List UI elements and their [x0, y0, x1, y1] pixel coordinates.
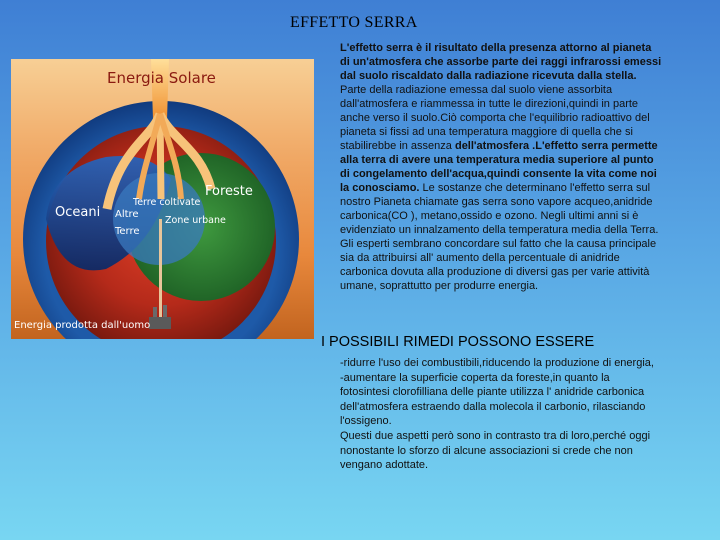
label-oceani: Oceani	[55, 205, 101, 220]
page-title: EFFETTO SERRA	[290, 14, 418, 31]
label-altre: Altre	[115, 209, 139, 220]
rimedi-heading: I POSSIBILI RIMEDI POSSONO ESSERE	[321, 334, 595, 350]
rimedi-item-3: Questi due aspetti però sono in contrasto tra di loro,perché oggi nonostante lo sforzo di alcune associazioni si crede che non vengano adottate.	[340, 429, 651, 472]
flow-to-land	[160, 114, 161, 199]
body-intro-bold: L'effetto serra è il risultato della presenza attorno al pianeta di un'atmosfera che assorbe parte dei raggi infrarossi emessi dal suolo riscaldato dalla radiazione ricevuta dalla stella.	[340, 42, 662, 82]
label-terre-coltivate: Terre coltivate	[133, 197, 201, 208]
rimedi-list	[340, 356, 662, 473]
factory-icon	[149, 317, 171, 329]
greenhouse-diagram-svg	[11, 59, 314, 339]
energy-column	[159, 219, 162, 319]
solar-beam	[151, 59, 169, 119]
rimedi-item-2: -aumentare la superficie coperta da foreste,in quanto la fotosintesi clorofilliana delle piante utilizza l' anidride carbonica dell'atmosfera estraendo dalla molecola il carbonio, rilasciando l'ossigeno.	[340, 371, 646, 428]
greenhouse-diagram	[11, 59, 314, 339]
label-energia-uomo: Energia prodotta dall'uomo	[14, 320, 151, 331]
label-zone-urbane: Zone urbane	[165, 215, 226, 226]
label-terre: Terre	[115, 226, 140, 237]
label-foreste: Foreste	[205, 184, 253, 199]
body-intro-text: Parte della radiazione emessa dal suolo viene assorbita dall'atmosfera e riammessa in tutte le direzioni,quindi in parte anche verso il suolo.Ciò comporta che l'equilibrio radioattivo del pianeta si fissi ad una temperatura maggiore di quella che si stabilirebbe in assenza	[340, 84, 650, 152]
rimedi-item-1: -ridurre l'uso dei combustibili,riducendo la produzione di energia,	[340, 357, 654, 369]
body-middle-bold: dell'atmosfera .L'effetto serra permette alla terra di avere una temperatura media superiore al punto di congelamento dell'acqua,quindi consente la vita come noi la conosciamo.	[340, 140, 658, 194]
greenhouse-description	[340, 41, 662, 293]
label-energia-solare: Energia Solare	[107, 69, 216, 87]
body-middle-text: Le sostanze che determinano l'effetto serra sul nostro Pianeta chiamate gas serra sono vapore acqueo,anidride carbonica(CO ), metano,ossido e ozono. Negli ultimi anni si è evidenziato un innalzamento della temperatura media della Terra. Gli esperti sembrano concordare sul fatto che la causa principale sia da attribuirsi all' aumento della percentuale di anidride carbonica dovuta alla produzione di diversi gas per varie attività umane, soprattutto per produrre energia.	[340, 182, 659, 292]
